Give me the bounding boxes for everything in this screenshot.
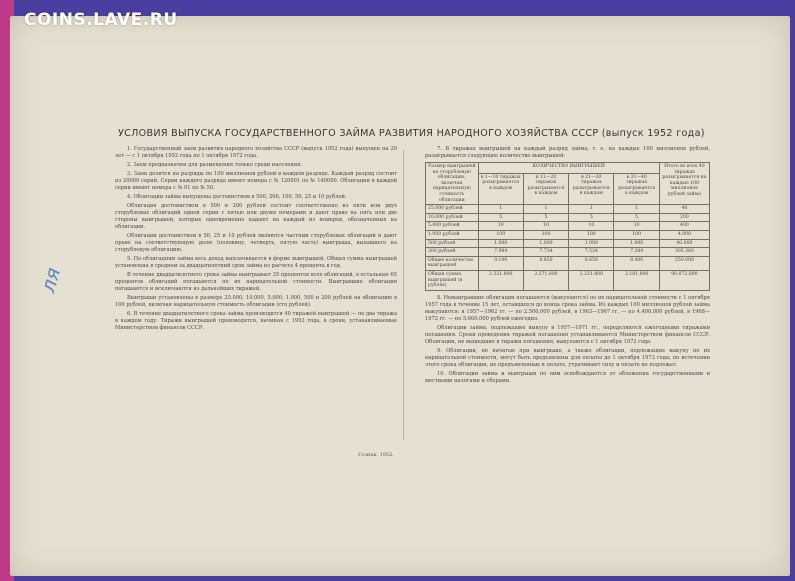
table-row — [426, 256, 710, 270]
table-cell: 2.321.800 — [478, 270, 523, 290]
table-group-header: КОЛИЧЕСТВО ВЫИГРЫШЕЙ — [478, 163, 659, 174]
table-header: Размер выигрышей на сторублевую облигацию, включая нарицательную стоимость облигации — [426, 163, 479, 205]
paragraph: 4. Облигации займа выпущены достоинством в 500, 200, 100, 50, 25 и 10 рублей. — [127, 194, 347, 200]
paragraph: 3. Заем делится на разряды по 100 миллионов рублей в каждом разряде. Каждый разряд состоит из 20000 серий. Серии каждого разряда имеют номера с № 120001 по № 140000. Облигации в каждой серии имеют номера с № 01 по № 50. — [115, 171, 397, 191]
table-cell: 100 — [478, 230, 523, 239]
table-header: в 11—20 тиражах разыгрывается в каждом — [523, 173, 568, 205]
table-cell: 2.231.800 — [569, 270, 614, 290]
table-row — [426, 222, 710, 231]
paragraph: 5. По облигациям займа весь доход выплачивается в форме выигрышей. Общая сумма выигрышей установлена в среднем за двадцатилетний срок займа из расчета 4 процента в год. — [115, 256, 397, 269]
table-cell: 5 — [523, 213, 568, 222]
paragraph: 7. В тиражах выигрышей на каждый разряд займа, т. е. на каждые 100 миллионов рублей, разыгрывается следующее количество выигрышей: — [425, 146, 710, 159]
table-header: Итого во всех 40 тиражах разыгрывается на каждые 100 миллионов рублей займа — [659, 163, 709, 205]
table-header: в 31—40 тиражах разыгрывается в каждом — [614, 173, 659, 205]
table-cell: 7.734 — [523, 248, 568, 257]
row-label: Общее количество выигрышей — [426, 256, 479, 270]
table-cell: 1 — [523, 205, 568, 214]
paragraph: Облигации достоинством в 50, 25 и 10 рублей являются частями сторублевых облигаций и дают право на соответствующую долю (половину, четверть, пятую часть) выигрыша, выпавшего на сторублевую облигацию. — [115, 233, 397, 253]
paragraph: Облигации займа, подлежащие выкупу в 1957—1971 гг., определяются ежегодными тиражами погашения. Сроки проведения тиражей погашения устанавливаются Министерством финансов СССР. Облигации, не вышедшие в тиражи погашения, выкупаются с 1 октября 1972 года. — [425, 324, 710, 345]
table-cell: 40.000 — [659, 239, 709, 248]
paragraph: В течение двадцатилетнего срока займа выигрывает 35 процентов всех облигаций, в остальные 65 процентов облигаций погашаются по их нарицательной стоимости. Выигравшие облигации погашаются и исключаются из дальнейших тиражей. — [115, 272, 397, 292]
table-cell: 10 — [478, 222, 523, 231]
table-row — [426, 248, 710, 257]
table-cell: 5 — [569, 213, 614, 222]
table-cell: 305.360 — [659, 248, 709, 257]
row-label: 25.000 рублей — [426, 205, 479, 214]
table-cell: 400 — [659, 222, 709, 231]
table-header: в 1—10 тиражах разыгрывается в каждом — [478, 173, 523, 205]
row-label: Общая сумма выигрышей (в рублях) — [426, 270, 479, 290]
table-cell: 100 — [614, 230, 659, 239]
table-cell: 1.000 — [614, 239, 659, 248]
winnings-table — [425, 162, 710, 291]
table-cell: 7.284 — [614, 248, 659, 257]
table-cell: 40 — [659, 205, 709, 214]
paragraph: 9. Облигации, не начатые при выигрыше, а также облигации, подлежащие выкупу по их нарицательной стоимости, могут быть предъявлены для оплаты до 1 октября 1973 года; по истечении этого срока облигации, не предъявленные к оплате, утрачивают силу и оплате не подлежат. — [425, 347, 710, 368]
table-cell: 1 — [614, 205, 659, 214]
table-cell: 5 — [614, 213, 659, 222]
paragraph: 6. В течение двадцатилетнего срока займа производится 40 тиражей выигрышей — по два тиража в каждом году. Тиражи выигрышей производятся, начиная с 1953 года, в сроки, устанавливаемые Министерством финансов СССР. — [115, 311, 397, 331]
table-cell: 10 — [569, 222, 614, 231]
table-cell: 4.000 — [659, 230, 709, 239]
table-cell: 90.072.000 — [659, 270, 709, 290]
paragraph: 1. Государственный заем развития народного хозяйства СССР (выпуск 1952 года) выпущен на 20 лет — с 1 октября 1952 года по 1 октября 1972 года. — [115, 146, 397, 159]
table-cell: 1 — [478, 205, 523, 214]
paragraph: Выигрыши установлены в размере 25.000, 10.000, 5.000, 1.000, 500 и 200 рублей на облигацию в 100 рублей, включая нарицательную стоимость облигации (сто рублей). — [115, 295, 397, 308]
table-cell: 7.534 — [569, 248, 614, 257]
printer-imprint: Гознак. 1952. — [358, 452, 394, 458]
table-cell: 200 — [659, 213, 709, 222]
paragraph: 8. Невыигравшие облигации погашаются (выкупаются) по их нарицательной стоимости с 1 октября 1957 года в течение 15 лет, оставшихся до конца срока займа. Из каждых 100 миллионов рублей займа выкупаются: в 1957—1962 гг. — по 2.500.000 рублей, в 1963—1967 гг. — по 4.400.000 рублей, в 1968—1972 гг. — по 5.600.000 рублей ежегодно. — [425, 294, 710, 322]
table-cell: 8.400 — [614, 256, 659, 270]
paragraph: 2. Заем предназначен для размещения только среди населения. — [127, 162, 302, 168]
table-cell: 2.271.800 — [523, 270, 568, 290]
table-cell: 7.984 — [478, 248, 523, 257]
document-title: УСЛОВИЯ ВЫПУСКА ГОСУДАРСТВЕННОГО ЗАЙМА РАЗВИТИЯ НАРОДНОГО ХОЗЯЙСТВА СССР (выпуск 1952 года) — [118, 128, 705, 139]
row-label: 5.000 рублей — [426, 222, 479, 231]
row-label: 200 рублей — [426, 248, 479, 257]
table-cell: 100 — [523, 230, 568, 239]
paragraph: 10. Облигации займа и выигрыши по ним освобождаются от обложения государственными и местными налогами и сборами. — [425, 370, 710, 384]
table-header: в 21—30 тиражах разыгрывается в каждом — [569, 173, 614, 205]
table-row — [426, 213, 710, 222]
table-cell: 1.000 — [523, 239, 568, 248]
table-row — [426, 205, 710, 214]
row-label: 1.000 рублей — [426, 230, 479, 239]
column-divider — [403, 150, 404, 440]
pencil-mark: ля — [35, 264, 66, 296]
table-cell: 2.181.800 — [614, 270, 659, 290]
table-row — [426, 230, 710, 239]
site-watermark: COINS.LAVE.RU — [24, 10, 178, 30]
table-cell: 10 — [614, 222, 659, 231]
table-cell: 1.000 — [478, 239, 523, 248]
paragraph: Облигация достоинством в 500 и 200 рублей состоит соответственно из пяти или двух сторублевых облигаций одной серии с пятью или двумя номерами и дают право на пять или две стороны выигрышей, которые одновременно падают на каждый из номеров, обозначенных на облигации. — [115, 203, 397, 230]
table-cell: 9.100 — [478, 256, 523, 270]
table-cell: 8.850 — [523, 256, 568, 270]
left-column — [115, 146, 397, 334]
table-row — [426, 239, 710, 248]
table-cell: 8.650 — [569, 256, 614, 270]
row-label: 500 рублей — [426, 239, 479, 248]
table-cell: 1.000 — [569, 239, 614, 248]
row-label: 10.000 рублей — [426, 213, 479, 222]
table-cell: 350.000 — [659, 256, 709, 270]
table-cell: 10 — [523, 222, 568, 231]
right-column — [425, 146, 710, 387]
table-body — [426, 205, 710, 291]
table-cell: 100 — [569, 230, 614, 239]
table-cell: 1 — [569, 205, 614, 214]
table-cell: 5 — [478, 213, 523, 222]
table-row — [426, 270, 710, 290]
